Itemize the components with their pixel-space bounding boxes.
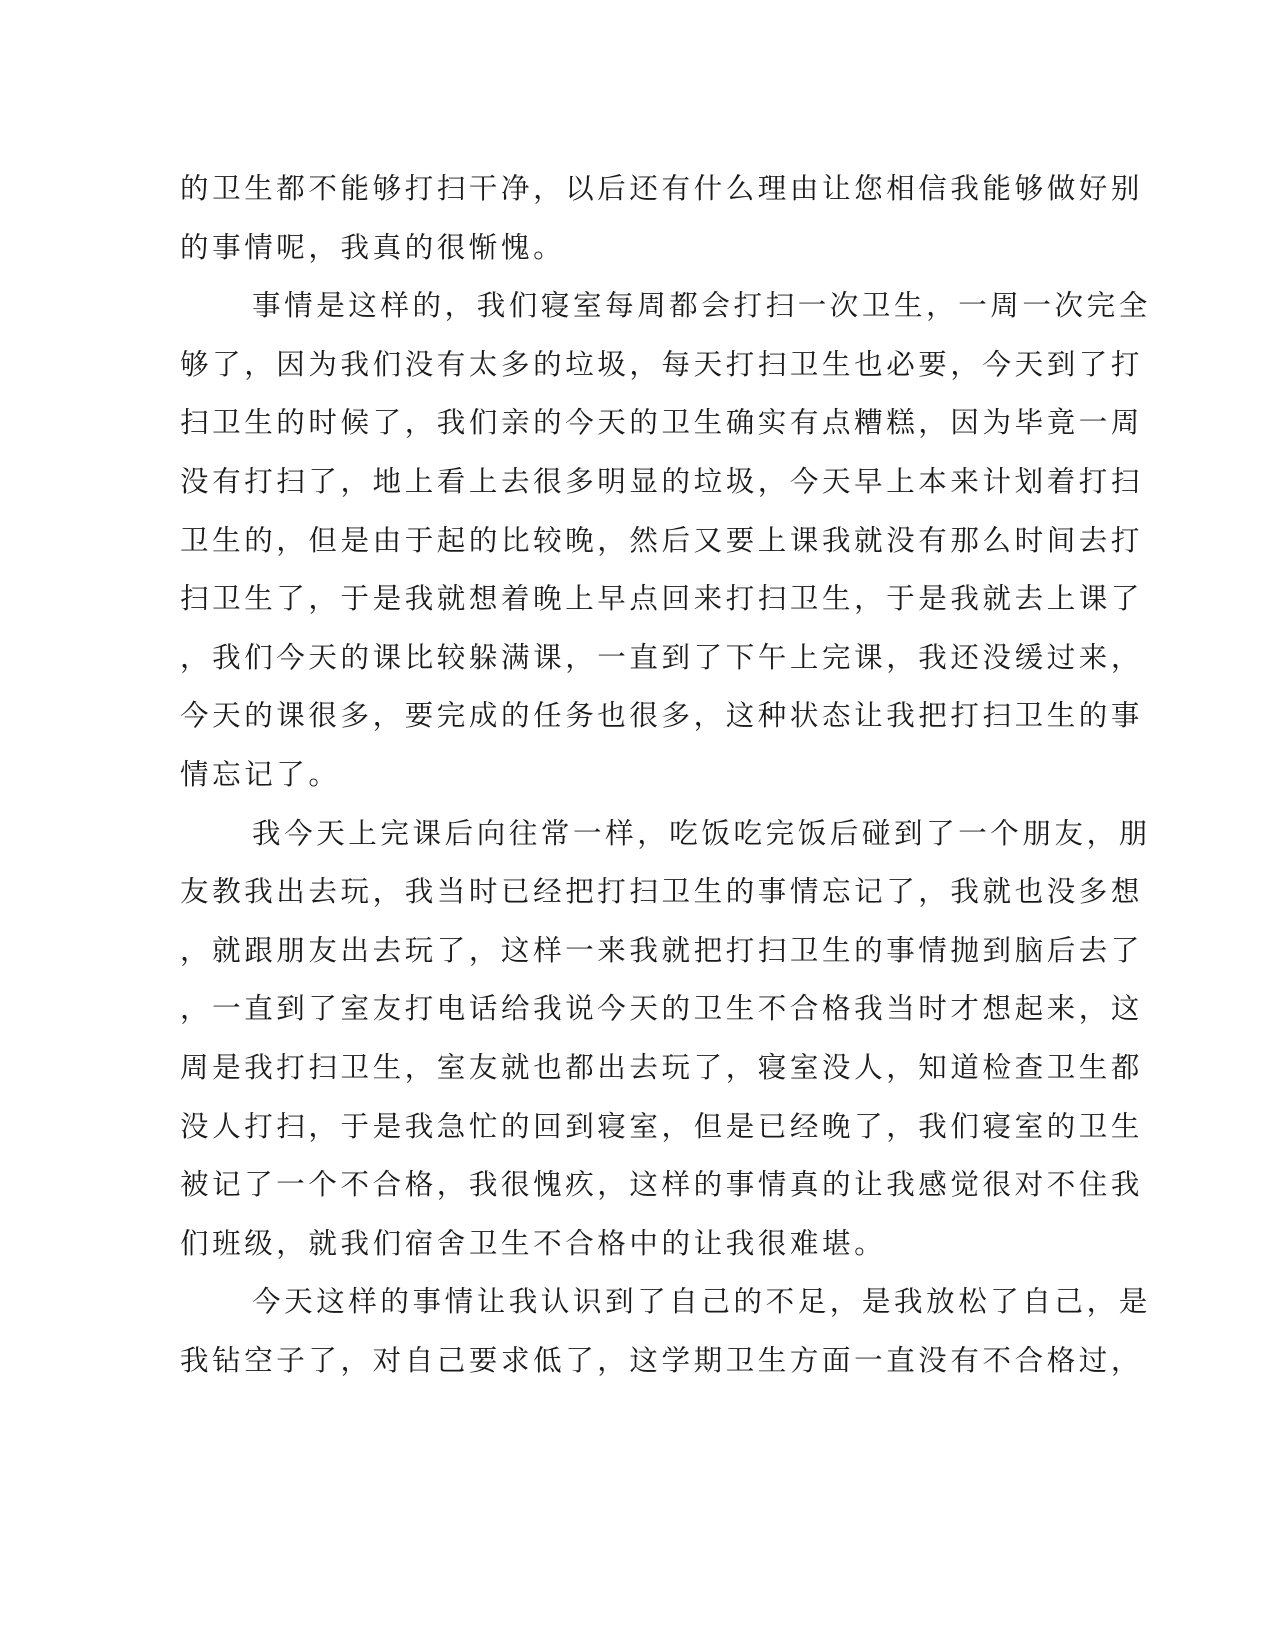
paragraph-start-line: 事情是这样的，我们寝室每周都会打扫一次卫生，一周一次完全 <box>252 289 1151 323</box>
text-line: 我钻空子了，对自己要求低了，这学期卫生方面一直没有不合格过， <box>180 1343 1144 1377</box>
text-line: ，就跟朋友出去玩了，这样一来我就把打扫卫生的事情抛到脑后去了 <box>180 933 1144 967</box>
text-line: 够了，因为我们没有太多的垃圾，每天打扫卫生也必要，今天到了打 <box>180 347 1144 381</box>
text-line: 没有打扫了，地上看上去很多明显的垃圾，今天早上本来计划着打扫 <box>180 464 1144 498</box>
text-line: 的事情呢，我真的很惭愧。 <box>180 230 566 264</box>
text-line: 友教我出去玩，我当时已经把打扫卫生的事情忘记了，我就也没多想 <box>180 875 1144 909</box>
text-line: ，我们今天的课比较躲满课，一直到了下午上完课，我还没缓过来， <box>180 640 1144 674</box>
text-line: 的卫生都不能够打扫干净，以后还有什么理由让您相信我能够做好别 <box>180 172 1144 205</box>
text-line: ，一直到了室友打电话给我说今天的卫生不合格我当时才想起来，这 <box>180 992 1144 1026</box>
text-line: 们班级，就我们宿舍卫生不合格中的让我很难堪。 <box>180 1226 887 1260</box>
text-line: 情忘记了。 <box>180 757 341 791</box>
body-text <box>180 160 1151 1390</box>
text-line: 扫卫生了，于是我就想着晚上早点回来打扫卫生，于是我就去上课了 <box>180 582 1144 616</box>
text-line: 周是我打扫卫生，室友就也都出去玩了，寝室没人，知道检查卫生都 <box>180 1050 1144 1084</box>
text-line: 卫生的，但是由于起的比较晚，然后又要上课我就没有那么时间去打 <box>180 523 1144 557</box>
text-line: 扫卫生的时候了，我们亲的今天的卫生确实有点糟糕，因为毕竟一周 <box>180 406 1144 440</box>
text-line: 被记了一个不合格，我很愧疚，这样的事情真的让我感觉很对不住我 <box>180 1168 1144 1202</box>
text-line: 今天的课很多，要完成的任务也很多，这种状态让我把打扫卫生的事 <box>180 699 1144 733</box>
paragraph-start-line: 今天这样的事情让我认识到了自己的不足，是我放松了自己，是 <box>252 1285 1151 1319</box>
text-line: 没人打扫，于是我急忙的回到寝室，但是已经晚了，我们寝室的卫生 <box>180 1109 1144 1143</box>
paragraph-start-line: 我今天上完课后向往常一样，吃饭吃完饭后碰到了一个朋友，朋 <box>252 816 1151 850</box>
